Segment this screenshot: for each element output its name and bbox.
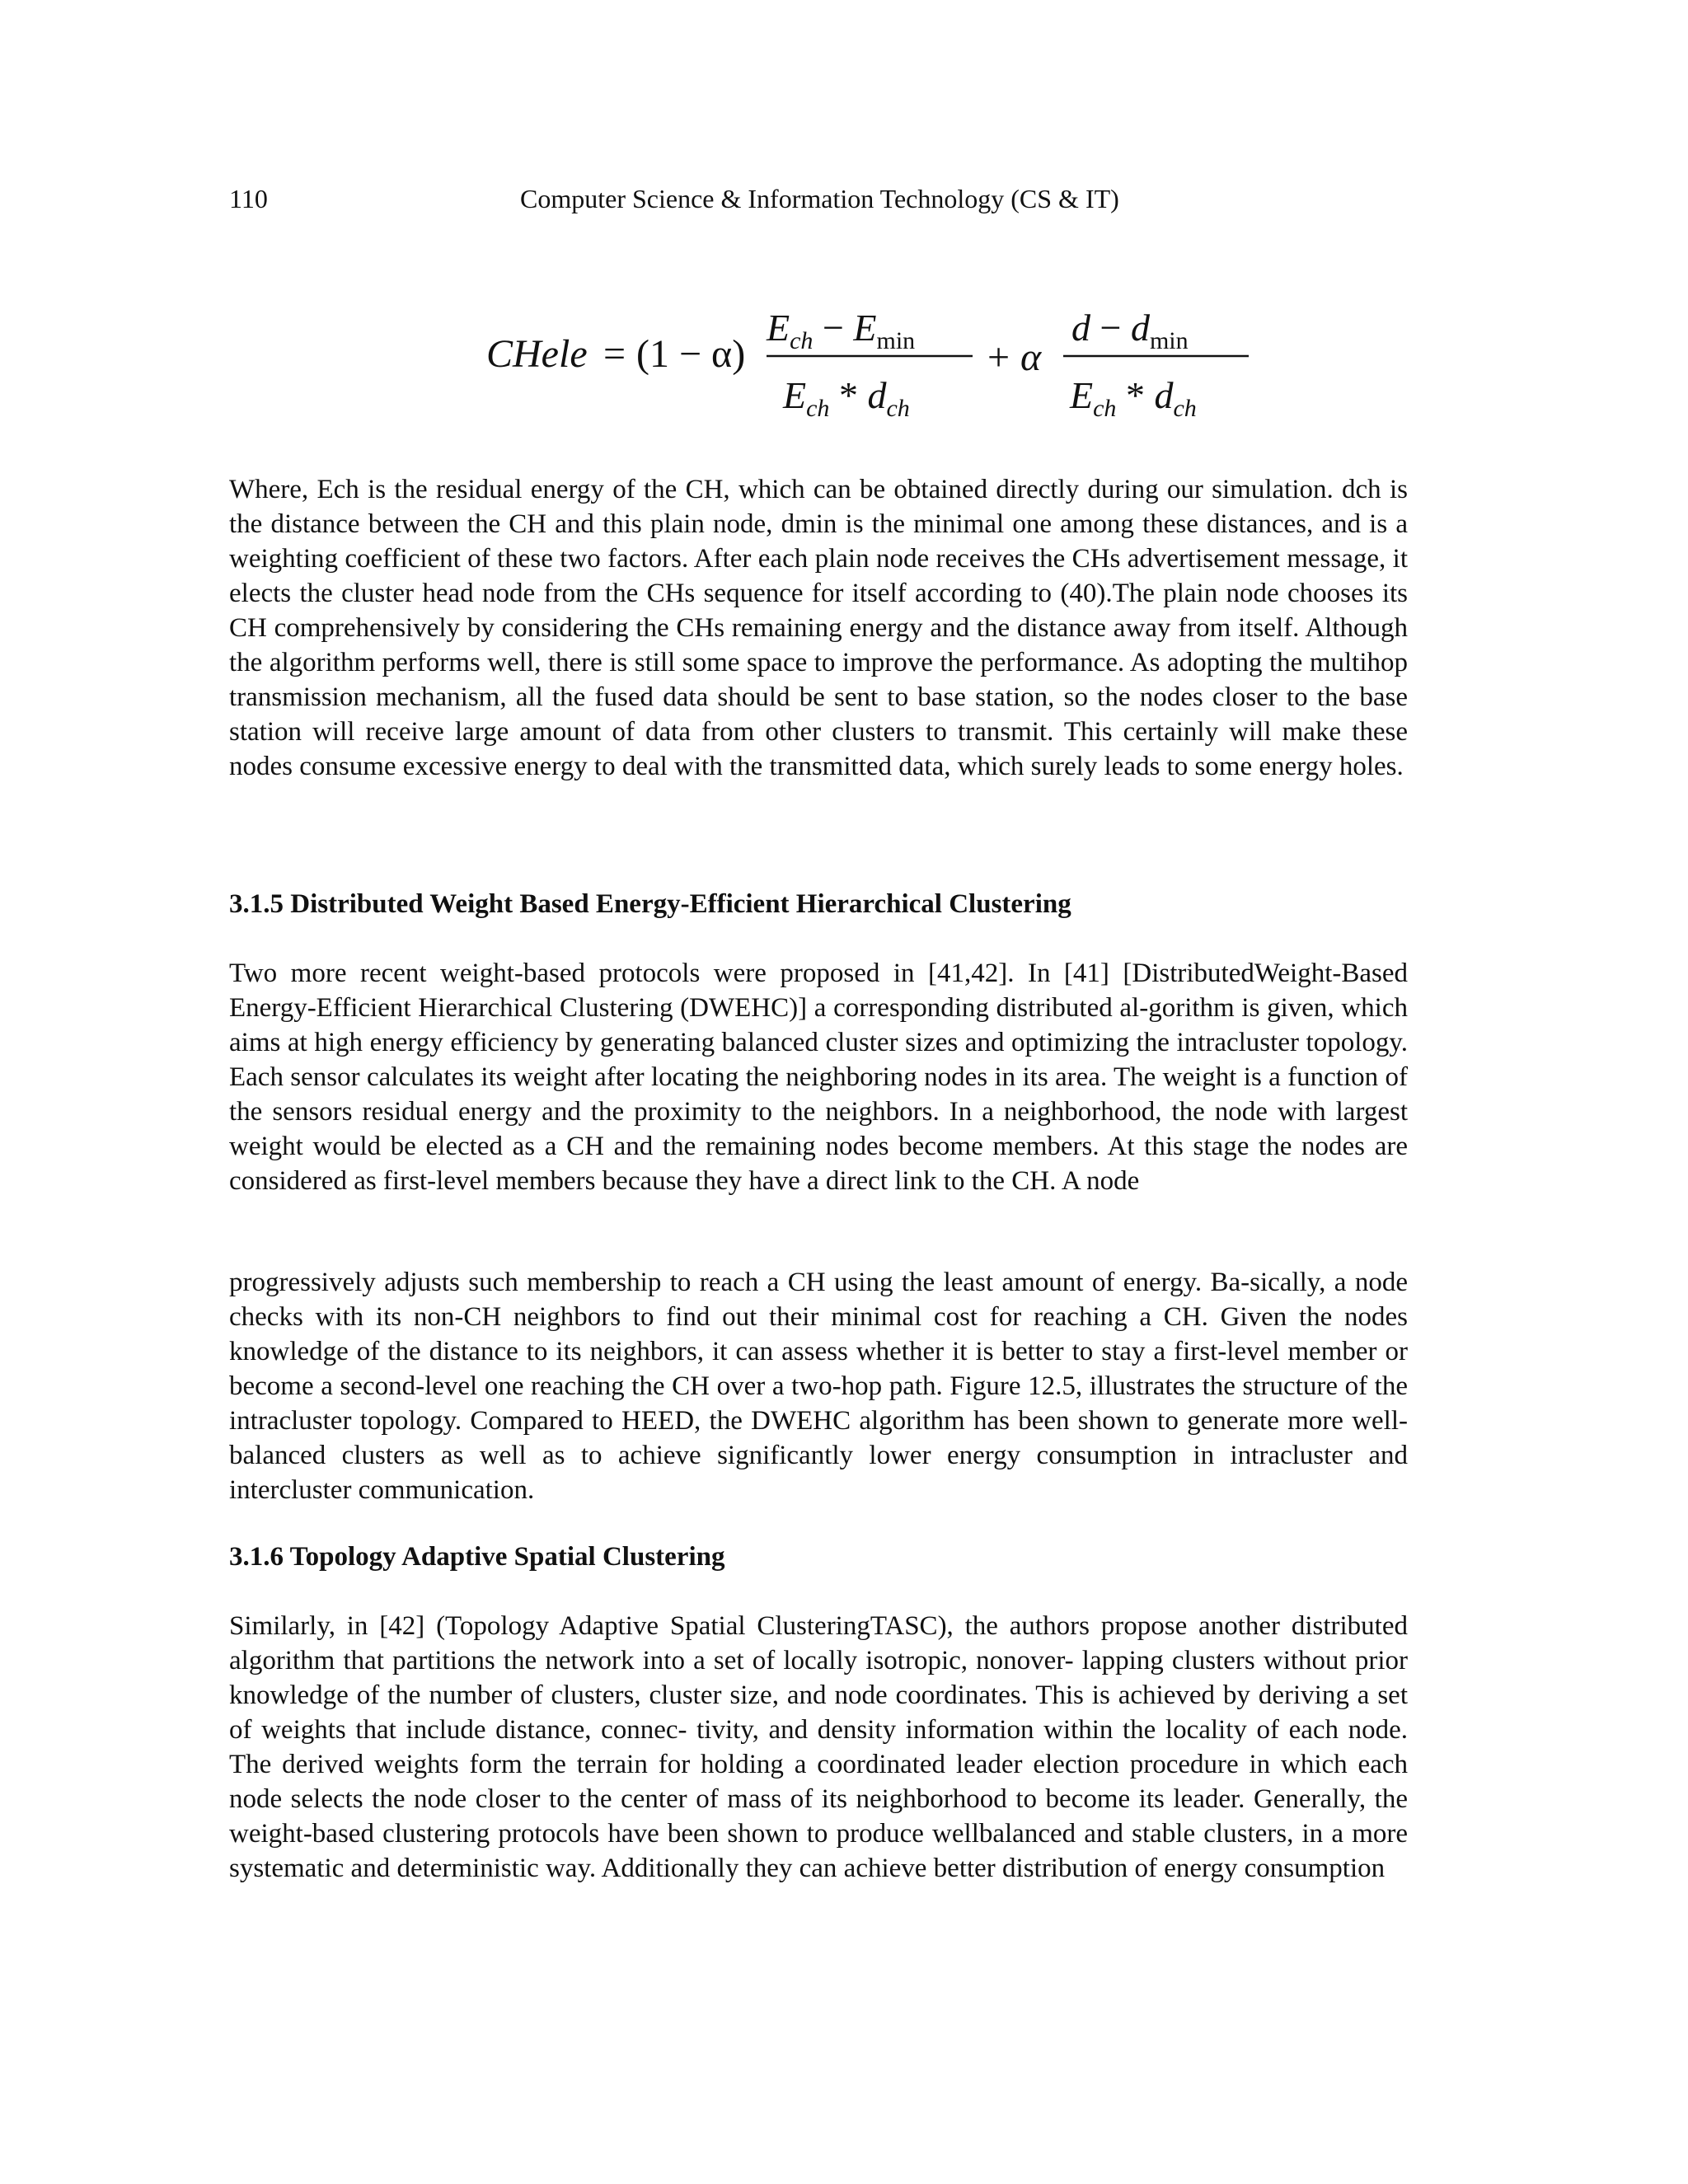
- num1-op: −: [813, 307, 854, 349]
- den2-e: E: [1070, 374, 1094, 416]
- paragraph-dwehc: Two more recent weight-based protocols were proposed in [41,42]. In [41] [DistributedWeight-Based Energy-Efficient Hierarchical Clustering (DWEHC)] a corresponding distributed al-gorithm is given, which aims at high energy efficiency by generating balanced cluster sizes and optimizing the intracluster topology. Each sensor calculates its weight after locating the neighboring nodes in its area. The weight is a function of the sensors residual energy and the proximity to the neighbors. In a neighborhood, the node with largest weight would be elected as a CH and the remaining nodes become members. At this stage the nodes are considered as first-level members because they have a direct link to the CH. A node: [229, 958, 1408, 1196]
- den2-op: *: [1116, 374, 1155, 416]
- equation-equals: =: [603, 332, 626, 376]
- equation-alpha: α: [1020, 335, 1042, 379]
- equation-lhs: CHele: [486, 332, 588, 376]
- equation-plus: +: [987, 335, 1010, 379]
- num2-op: −: [1090, 307, 1131, 349]
- svg-text:d − dmin: [1071, 307, 1189, 354]
- running-title: Computer Science & Information Technology (CS & IT): [520, 184, 1119, 213]
- num1-emin-sub: min: [876, 327, 916, 354]
- paragraph-tasc: Similarly, in [42] (Topology Adaptive Spatial ClusteringTASC), the authors propose another distributed algorithm that partitions the network into a set of locally isotropic, nonover- lapping clusters without prior knowledge of the number of clusters, cluster size, and node coordinates. This is achieved by deriving a set of weights that include distance, connec- tivity, and density information within the locality of each node. The derived weights form the terrain for holding a coordinated leader election procedure in which each node selects the node closer to the center of mass of its neighborhood to become its leader. Generally, the weight-based clustering protocols have been shown to produce wellbalanced and stable clusters, in a more systematic and deterministic way. Additionally they can achieve better distribution of energy consumption: [229, 1611, 1408, 1883]
- svg-text:Ech − Emin: [766, 307, 915, 354]
- den2-e-sub: ch: [1093, 395, 1117, 422]
- num2-dmin: d: [1130, 307, 1150, 349]
- den1-d-sub: ch: [886, 395, 910, 422]
- den1-op: *: [829, 374, 868, 416]
- paragraph-chele-explanation: Where, Ech is the residual energy of the CH, which can be obtained directly during our simulation. dch is the distance between the CH and this plain node, dmin is the minimal one among these distances, and is a weighting coefficient of these two factors. After each plain node receives the CHs advertisement message, it elects the cluster head node from the CHs sequence for itself according to (40).The plain node chooses its CH comprehensively by considering the CHs remaining energy and the distance away from itself. Although the algorithm performs well, there is still some space to improve the performance. As adopting the multihop transmission mechanism, all the fused data should be sent to base station, so the nodes closer to the base station will receive large amount of data from other clusters to transmit. This certainly will make these nodes consume excessive energy to deal with the transmitted data, which surely leads to some energy holes.: [229, 475, 1408, 781]
- page-number: 110: [229, 184, 268, 213]
- num1-emin: E: [853, 307, 877, 349]
- running-header: [229, 184, 1408, 220]
- equation-chele: [0, 276, 1688, 433]
- den2-d: d: [1154, 374, 1174, 416]
- den1-e: E: [783, 374, 807, 416]
- num2-dmin-sub: min: [1149, 327, 1189, 354]
- paragraph-dwehc-continued: progressively adjusts such membership to reach a CH using the least amount of energy. Ba-sically, a node checks with its non-CH neighbors to find out their minimal cost for reaching a CH. Given the nodes knowledge of the distance to its neighbors, it can assess whether it is better to stay a first-level member or become a second-level one reaching the CH over a two-hop path. Figure 12.5, illustrates the structure of the intracluster topology. Compared to HEED, the DWEHC algorithm has been shown to generate more well-balanced clusters as well as to achieve significantly lower energy consumption in intracluster and intercluster communication.: [229, 1268, 1408, 1505]
- svg-text:Ech * dch: [782, 374, 910, 422]
- svg-text:Ech * dch: [1069, 374, 1197, 422]
- equation-coefficient: (1 − α): [636, 332, 746, 376]
- num1-e: E: [767, 307, 790, 349]
- num1-e-sub: ch: [790, 327, 814, 354]
- num2-d: d: [1071, 307, 1090, 349]
- den1-e-sub: ch: [806, 395, 830, 422]
- section-heading-3-1-5: 3.1.5 Distributed Weight Based Energy-Efficient Hierarchical Clustering: [229, 889, 1071, 919]
- section-heading-3-1-6: 3.1.6 Topology Adaptive Spatial Clustering: [229, 1542, 725, 1572]
- den1-d: d: [867, 374, 887, 416]
- den2-d-sub: ch: [1173, 395, 1197, 422]
